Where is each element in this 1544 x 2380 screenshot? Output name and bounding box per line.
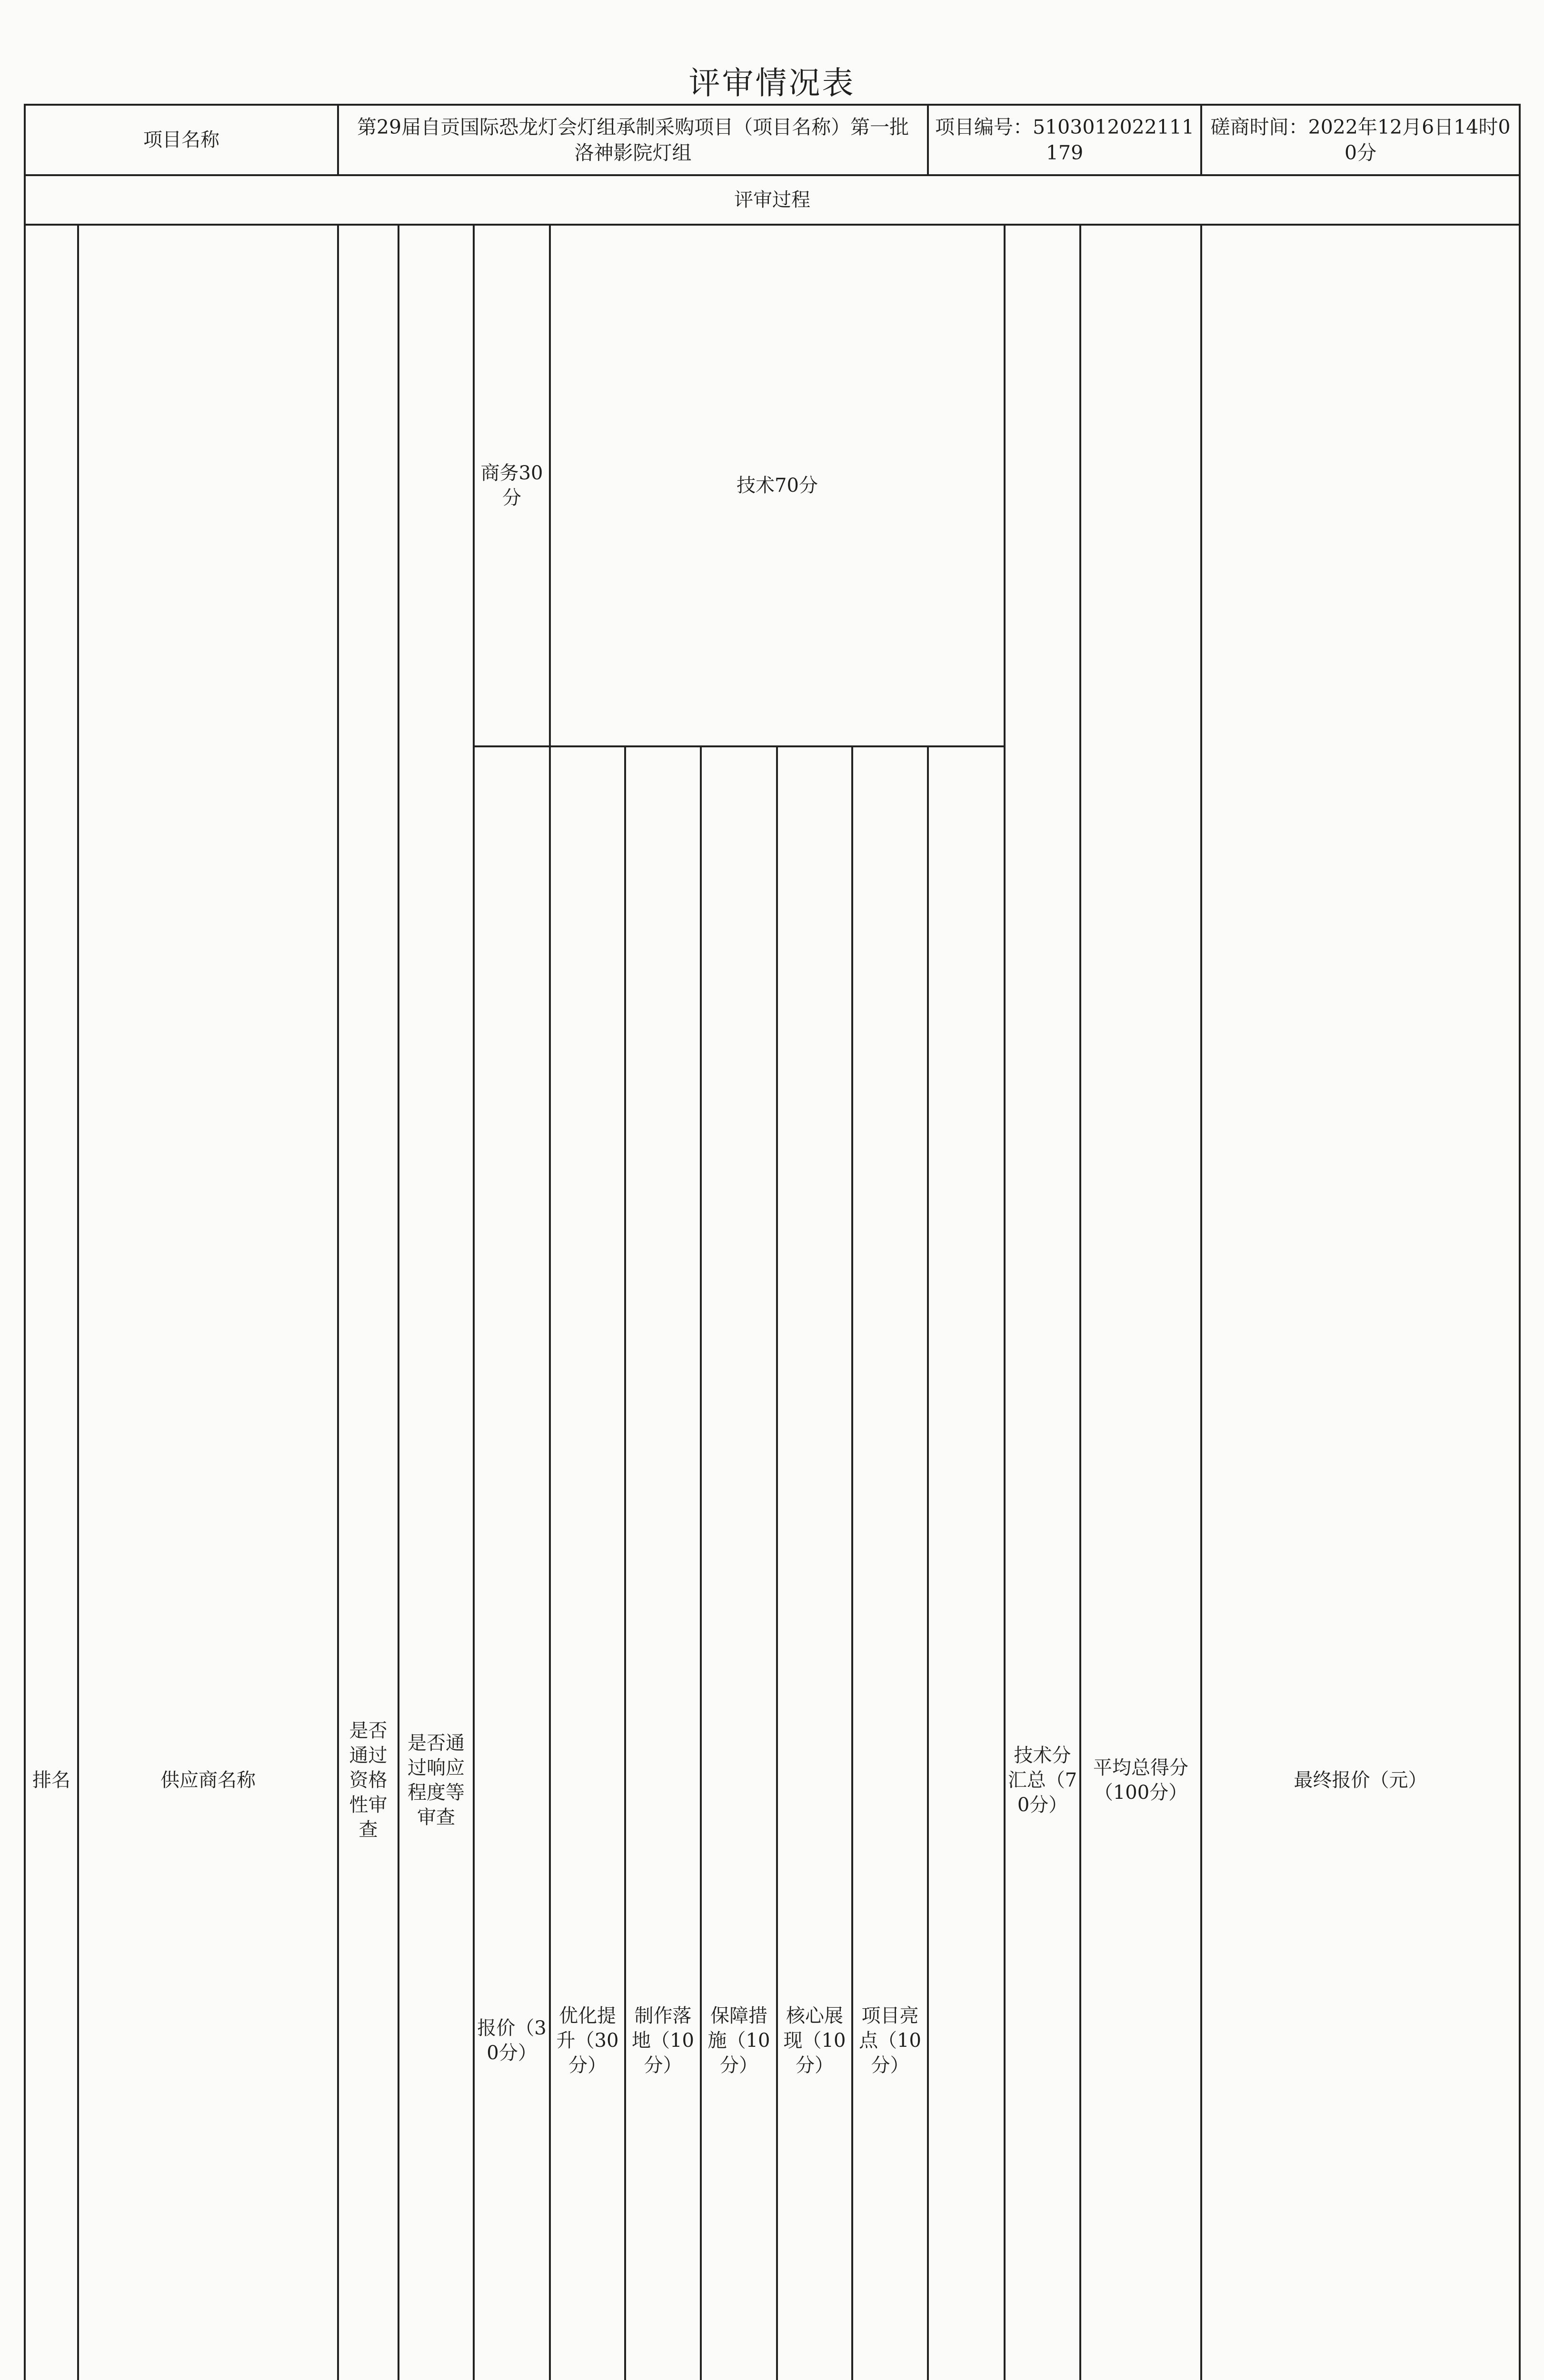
header-avg-total: 平均总得分（100分） bbox=[1080, 225, 1201, 2380]
section-title: 评审过程 bbox=[25, 175, 1520, 225]
header-highlight: 项目亮点（10分） bbox=[852, 746, 928, 2380]
header-compliance: 是否通过响应程度等审查 bbox=[398, 225, 474, 2380]
header-rank: 排名 bbox=[25, 225, 78, 2380]
page-title: 评审情况表 bbox=[688, 65, 856, 101]
project-name-label: 项目名称 bbox=[25, 105, 338, 175]
project-info-row bbox=[25, 105, 1520, 175]
header-qualification: 是否通过资格性审查 bbox=[338, 225, 398, 2380]
header-production: 制作落地（10分） bbox=[625, 746, 701, 2380]
header-guarantee: 保障措施（10分） bbox=[701, 746, 777, 2380]
evaluation-table bbox=[24, 104, 1521, 2380]
header-supplier: 供应商名称 bbox=[78, 225, 338, 2380]
section-row bbox=[25, 175, 1520, 225]
negotiation-time: 磋商时间：2022年12月6日14时00分 bbox=[1201, 105, 1520, 175]
project-name-value: 第29届自贡国际恐龙灯会灯组承制采购项目（项目名称）第一批洛神影院灯组 bbox=[338, 105, 928, 175]
header-business-group: 商务30分 bbox=[474, 225, 550, 746]
header-optimization: 优化提升（30分） bbox=[550, 746, 625, 2380]
header-tech-group: 技术70分 bbox=[550, 225, 1005, 746]
header-row-1 bbox=[25, 225, 1520, 746]
project-number: 项目编号：5103012022111179 bbox=[928, 105, 1201, 175]
header-core: 核心展现（10分） bbox=[777, 746, 852, 2380]
header-price: 报价（30分） bbox=[474, 746, 550, 2380]
header-tech-total: 技术分汇总（70分） bbox=[1005, 225, 1080, 2380]
header-final-price: 最终报价（元） bbox=[1201, 225, 1520, 2380]
